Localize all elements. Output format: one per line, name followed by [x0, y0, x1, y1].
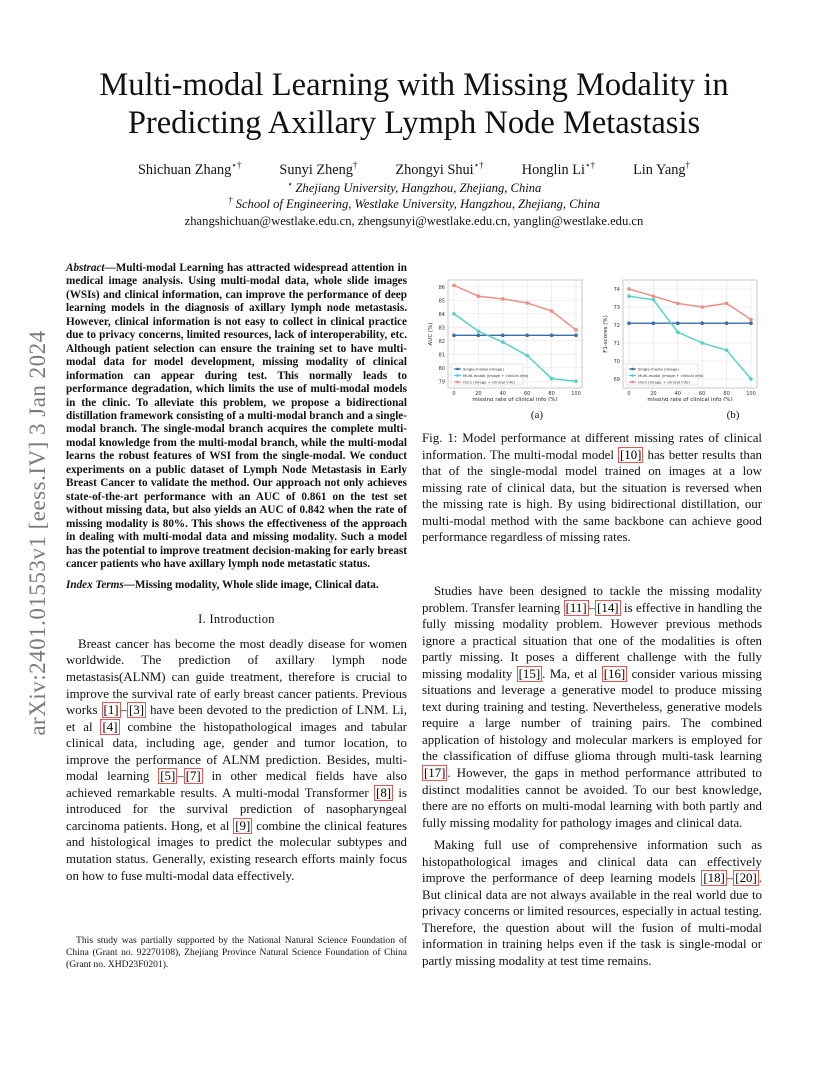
legend-entry: Ours (image + clinical info): [463, 379, 515, 385]
y-tick-label: 84: [438, 311, 445, 318]
text-run: . However, the gaps in method performance attributed to distinct modalities cannot be avoided. To our best knowledge, there are no efforts on multi-modal learning with both partly and fully missing modality for pathology images and clinical data.: [422, 766, 762, 830]
y-tick-label: 79: [438, 379, 445, 386]
data-point: [501, 334, 505, 338]
legend-marker: [456, 374, 459, 377]
chart-auc: [422, 276, 587, 401]
legend-entry: Ours (image + clinical info): [638, 379, 690, 385]
x-tick-label: 60: [699, 391, 706, 397]
y-tick-label: 86: [438, 284, 445, 291]
text-run: is introduced for the survival prediction of nasopharyngeal carcinoma patients. Hong, et al: [66, 785, 407, 833]
data-point: [452, 334, 456, 338]
text-run: . Ma, et al: [542, 666, 602, 681]
text-run: Fig. 1: Model performance at different missing rates of clinical information. The multi-modal model: [422, 431, 762, 462]
legend: [626, 364, 704, 385]
author-name: Sunyi Zheng: [279, 162, 353, 178]
abstract: [66, 262, 407, 571]
author-name: Zhongyi Shui: [395, 162, 474, 178]
citation-link[interactable]: [10]: [619, 447, 642, 462]
y-tick-label: 74: [613, 287, 620, 293]
data-point: [700, 305, 704, 309]
text-run: in other medical fields have also achieved remarkable results. A multi-modal Transformer: [66, 769, 407, 800]
affiliation-2: [60, 194, 768, 212]
data-point: [725, 302, 729, 306]
legend-entry: Multi-modal (image + clinical info): [638, 373, 704, 379]
y-tick-label: 81: [438, 352, 445, 359]
y-tick-label: 85: [438, 298, 445, 305]
figure-1-caption: [422, 430, 762, 546]
index-terms-text: —Missing modality, Whole slide image, Clinical data.: [123, 579, 379, 592]
legend-entry: Single-modal (image): [463, 366, 504, 372]
affiliation-1-text: Zhejiang University, Hangzhou, Zhejiang, China: [295, 181, 542, 195]
figure-1b: [597, 276, 762, 401]
subfigure-label-b: (b): [726, 409, 740, 421]
x-tick-label: 100: [571, 391, 581, 397]
y-tick-label: 83: [438, 325, 445, 332]
abstract-text: —Multi-modal Learning has attracted widespread attention in medical image analysis. Using multi-modal data, whole slide images (WSIs) and clinical information, can improve the performance of deep learning models in the diagnosis of axillary lymph node metastasis. However, clinical information is not easy to collect in clinical practice due to privacy concerns, limited resources, lack of interoperability, etc. Although patient selection can ensure the training set to have multi-modal data for model development, missing modality of clinical information can appear during test. This normally leads to performance degradation, which limits the use of multi-modal models in the clinic. To alleviate this problem, we propose a bidirectional distillation framework consisting of a multi-modal branch and a single-modal branch. The single-modal branch acquires the complete multi-modal knowledge from the multi-modal branch, while the multi-modal learns the robust features of WSI from the single-modal. We conduct experiments on a public dataset of Lymph Node Metastasis in Early Breast Cancer to validate the method. Our approach not only achieves state-of-the-art performance with an AUC of 0.861 on the test set without missing data, but also yields an AUC of 0.842 when the rate of missing modality is 80%. This shows the effectiveness of the approach in dealing with multi-modal data and missing modality. Such a model has the potential to improve treatment decision-making for early breast cancer patients who have axillary lymph node metastatic status.: [66, 262, 407, 570]
arxiv-id: arXiv:2401.01553v1 [eess.IV] 3 Jan 2024: [25, 330, 50, 736]
author-name: Honglin Li: [521, 162, 585, 178]
data-point: [477, 294, 481, 298]
text-run: –: [177, 769, 184, 784]
data-point: [676, 321, 680, 325]
author-name: Lin Yang: [633, 162, 686, 178]
intro-paragraph-right-1: [422, 583, 762, 831]
y-axis-label: F1-scores (%): [603, 315, 609, 353]
citation-link[interactable]: [3]: [129, 703, 145, 718]
author: [138, 162, 241, 179]
text-run: combine the clinical features and histological images to predict the molecular subtypes and mutation status. Generally, existing research efforts mainly focus on how to fuse multi-modal data effectively.: [66, 818, 407, 883]
legend-marker: [456, 368, 459, 371]
citation-link[interactable]: [9]: [235, 818, 251, 833]
data-point: [749, 318, 753, 322]
citation-link[interactable]: [17]: [424, 766, 446, 781]
y-tick-label: 69: [613, 377, 620, 383]
x-tick-label: 20: [475, 391, 482, 397]
author-marks: ⋆†: [231, 160, 242, 171]
data-point: [550, 309, 554, 313]
right-column-text: [422, 583, 762, 970]
x-tick-label: 0: [452, 391, 456, 397]
y-tick-label: 72: [613, 323, 620, 329]
y-tick-label: 80: [438, 365, 445, 372]
text-run: Breast cancer has become the most deadly disease for women worldwide. The prediction of axillary lymph node metastasis(ALNM) can guide treatment, therefore is crucial to improve the survival rate of early breast cancer patients. Previous works: [66, 636, 407, 718]
data-point: [574, 334, 578, 338]
citation-link[interactable]: [16]: [603, 666, 626, 681]
author-list: [60, 162, 768, 179]
data-point: [749, 321, 753, 325]
abstract-label: Abstract: [66, 262, 105, 274]
x-tick-label: 40: [499, 391, 506, 397]
citation-link[interactable]: [4]: [102, 719, 118, 734]
text-run: is effective in handling the fully missing modality problem. However previous methods ignore a practical situation that one of the modalities is often partly missing. It poses a different challenge with the fully missing modality: [422, 600, 762, 681]
author-marks: ⋆†: [584, 160, 596, 171]
data-point: [452, 284, 456, 288]
index-terms-label: Index Terms: [66, 579, 124, 592]
data-point: [652, 321, 656, 325]
legend: [451, 364, 529, 385]
intro-paragraph-left: [66, 636, 407, 884]
legend-marker: [631, 374, 634, 377]
legend-entry: Multi-modal (image + clinical info): [463, 373, 529, 379]
text-run: combine the histopathological images and tabular clinical data, including age, gender and tumor location, to improve the performance of ALNM prediction. Besides, multi-modal learning: [66, 719, 407, 784]
citation-link[interactable]: [15]: [518, 666, 541, 681]
data-point: [652, 298, 656, 302]
arxiv-watermark: [18, 298, 58, 768]
citation-link[interactable]: [11]: [565, 600, 587, 615]
x-tick-label: 60: [524, 391, 531, 397]
data-point: [627, 287, 631, 291]
y-tick-label: 73: [613, 305, 620, 311]
text-run: –: [588, 600, 596, 615]
data-point: [700, 341, 704, 345]
affiliation-2-text: School of Engineering, Westlake University, Hangzhou, Zhejiang, China: [235, 197, 601, 211]
data-point: [700, 321, 704, 325]
x-tick-label: 0: [627, 391, 631, 397]
text-run: has better results than that of the single-modal model trained on images at a low missing rate of clinical data, but the situation is reversed when the missing rate is high. By using bidirectional distillation, our multi-modal method with the same backbone can achieve good performance regardless of missing rates.: [422, 447, 762, 545]
text-run: . But clinical data are not always available in the real world due to privacy concerns or limited resources, especially in actual testing. Therefore, the question about will the fusion of multi-modal information in training helps even if the task is single-modal or partly missing modality at test time remains.: [422, 871, 762, 969]
citation-link[interactable]: [5]: [160, 769, 176, 784]
data-point: [525, 301, 529, 305]
data-point: [627, 294, 631, 298]
affiliation-1: [60, 178, 768, 196]
data-point: [749, 377, 753, 381]
citation-link[interactable]: [7]: [185, 769, 201, 784]
figure-1a: [422, 276, 587, 401]
legend-marker: [631, 368, 634, 371]
legend-marker: [631, 381, 634, 384]
data-point: [652, 294, 656, 298]
x-axis-label: missing rate of clinical info (%): [647, 397, 733, 401]
text-run: Studies have been designed to tackle the missing modality problem. Transfer learning: [422, 584, 762, 615]
author: [279, 162, 357, 179]
funding-footnote: This study was partially supported by the National Natural Science Foundation of China (Grant no. 92270108), Zhejiang Province Natural Science Foundation of China (Grant no. XHD23F0201).: [66, 935, 407, 970]
author-emails: zhangshichuan@westlake.edu.cn, zhengsunyi@westlake.edu.cn, yanglin@westlake.edu.cn: [184, 214, 644, 228]
x-tick-label: 80: [723, 391, 730, 397]
text-run: consider various missing situations and leverage a generative model to produce missing text during training and testing. Nevertheless, generative models require a large number of training pairs. The combined application of histology and molecular markers is employed for the classification of diffuse glioma through multi-task learning: [422, 666, 762, 764]
author-marks: †: [685, 160, 691, 171]
paper-title: Multi-modal Learning with Missing Modality in Predicting Axillary Lymph Node Metastasis: [99, 67, 729, 141]
x-axis-label: missing rate of clinical info (%): [472, 397, 558, 401]
text-run: have been devoted to the prediction of LNM. Li, et al: [66, 703, 407, 734]
figure-1: [422, 276, 762, 426]
data-point: [501, 340, 505, 344]
y-tick-label: 70: [613, 359, 620, 365]
chart-f1: [597, 276, 762, 401]
data-point: [676, 302, 680, 306]
y-tick-label: 71: [613, 341, 620, 347]
author: [395, 162, 483, 179]
author-marks: ⋆†: [473, 160, 484, 171]
section-heading-introduction: I. Introduction: [198, 611, 275, 626]
citation-link[interactable]: [8]: [376, 785, 392, 800]
data-point: [477, 330, 481, 334]
index-terms: [66, 579, 407, 592]
data-point: [452, 312, 456, 316]
data-point: [550, 377, 554, 381]
author: [522, 162, 595, 179]
data-point: [550, 334, 554, 338]
legend-marker: [456, 381, 459, 384]
author-name: Shichuan Zhang: [137, 162, 232, 178]
author-marks: †: [352, 160, 358, 171]
data-point: [574, 328, 578, 332]
data-point: [525, 354, 529, 358]
data-point: [477, 334, 481, 338]
citation-link[interactable]: [14]: [597, 600, 619, 615]
affiliation-2-mark: †: [227, 194, 233, 205]
subfigure-label-a: (a): [530, 409, 544, 421]
x-tick-label: 20: [650, 391, 657, 397]
citation-link[interactable]: [1]: [103, 703, 119, 718]
citation-link[interactable]: [20]: [735, 871, 757, 886]
intro-paragraph-right-2: [422, 837, 762, 969]
text-run: Making full use of comprehensive information such as histopathological images and clinical data can effectively improve the performance of deep learning models: [422, 838, 762, 886]
affiliation-1-mark: ⋆: [286, 178, 293, 189]
data-point: [574, 379, 578, 383]
x-tick-label: 100: [746, 391, 756, 397]
text-run: –: [120, 703, 128, 718]
data-point: [725, 321, 729, 325]
citation-link[interactable]: [18]: [703, 871, 725, 886]
data-point: [676, 330, 680, 334]
data-point: [501, 297, 505, 301]
x-tick-label: 40: [674, 391, 681, 397]
data-point: [525, 334, 529, 338]
text-run: –: [726, 871, 734, 886]
left-column: [66, 262, 407, 884]
data-point: [725, 348, 729, 352]
x-tick-label: 80: [548, 391, 555, 397]
author: [633, 162, 690, 179]
data-point: [627, 321, 631, 325]
legend-entry: Single-modal (image): [638, 366, 679, 372]
y-tick-label: 82: [438, 338, 445, 345]
y-axis-label: AUC (%): [428, 322, 434, 346]
